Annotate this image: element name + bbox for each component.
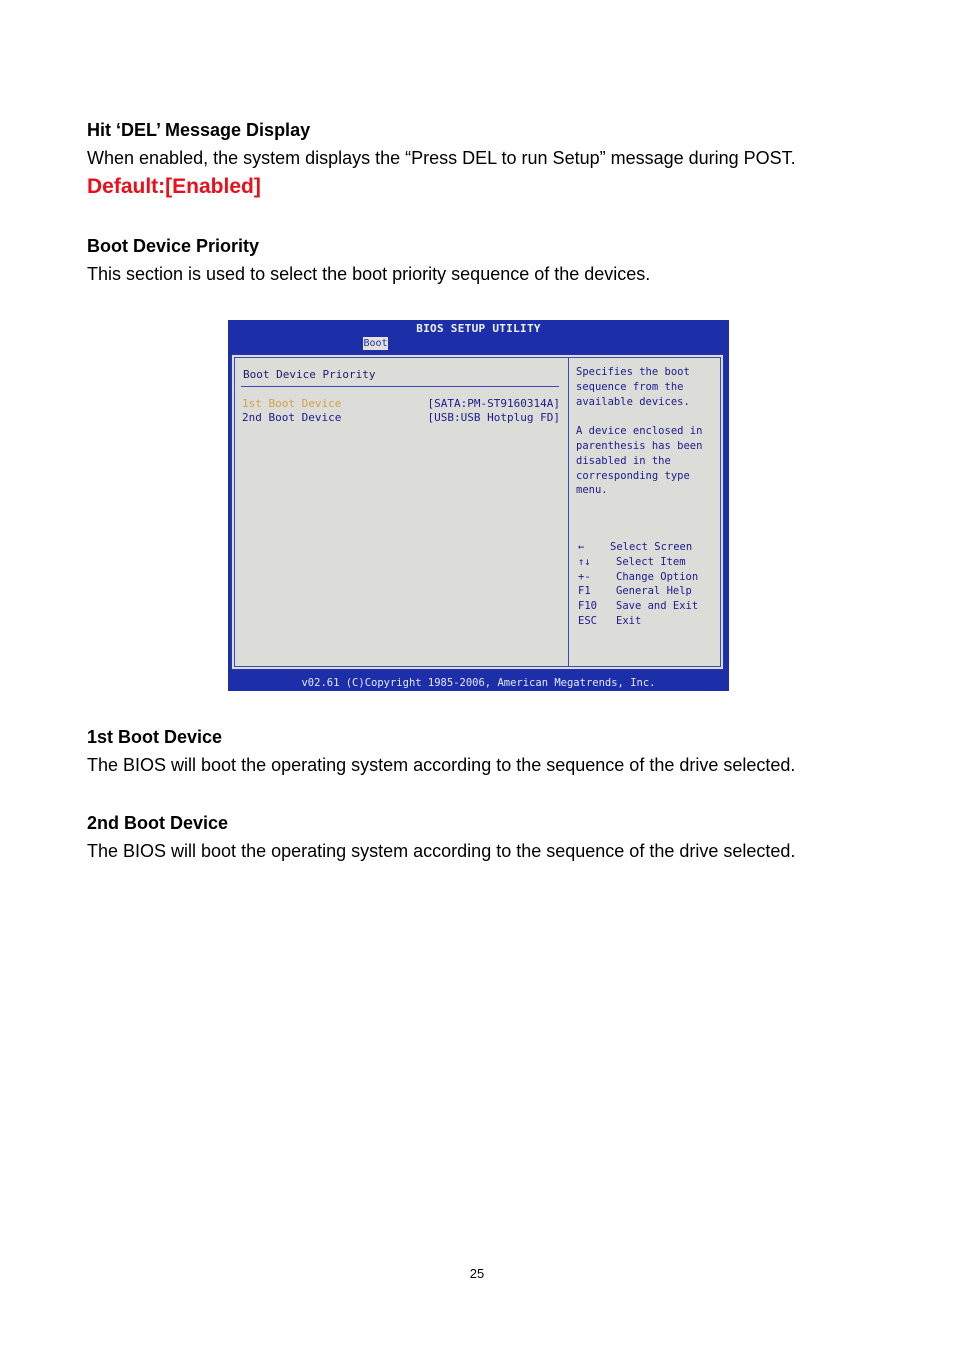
bios-key-desc: General Help xyxy=(616,585,692,598)
bios-help-line: disabled in the xyxy=(576,454,671,467)
bios-row-label: 2nd Boot Device xyxy=(242,411,342,424)
bios-help-line xyxy=(576,409,702,424)
bios-screenshot xyxy=(228,320,729,691)
bios-help-line: available devices. xyxy=(576,395,690,408)
bios-tab-boot: Boot xyxy=(363,338,388,349)
bios-key-row xyxy=(578,556,718,571)
hit-del-default: Default:[Enabled] xyxy=(87,175,261,198)
bios-row-1st-boot-device xyxy=(242,397,560,411)
bios-row-value: [SATA:PM-ST9160314A] xyxy=(427,397,560,410)
bios-panel xyxy=(231,354,724,670)
bios-help-line: A device enclosed in xyxy=(576,425,703,438)
bios-help-line: sequence from the xyxy=(576,380,684,393)
bios-key-row xyxy=(578,541,718,556)
bios-key: F1 xyxy=(578,585,591,598)
bios-footer: v02.61 (C)Copyright 1985-2006, American Megatrends, Inc. xyxy=(301,677,656,689)
bios-key-legend xyxy=(578,541,718,630)
first-boot-description: The BIOS will boot the operating system according to the sequence of the drive selected. xyxy=(87,755,796,775)
bios-row-value: [USB:USB Hotplug FD] xyxy=(427,411,560,424)
bios-key-desc: Select Screen xyxy=(610,541,693,553)
left-arrow-icon: ← xyxy=(578,541,585,553)
bios-key-row xyxy=(578,615,718,630)
bios-help-line: corresponding type xyxy=(576,469,690,482)
bios-row-2nd-boot-device xyxy=(242,411,560,425)
hit-del-description: When enabled, the system displays the “Press DEL to run Setup” message during POST. xyxy=(87,148,796,168)
bios-help-text xyxy=(576,365,702,498)
bios-key-row xyxy=(578,571,718,586)
bios-help-line: Specifies the boot xyxy=(576,366,690,378)
first-boot-heading: 1st Boot Device xyxy=(87,727,223,747)
second-boot-description: The BIOS will boot the operating system according to the sequence of the drive selected. xyxy=(87,841,796,861)
bios-section-title: Boot Device Priority xyxy=(243,368,376,381)
bios-section-rule xyxy=(241,386,559,387)
bios-key-desc: Exit xyxy=(616,614,642,627)
bios-key: +- xyxy=(578,570,591,583)
up-down-arrow-icon: ↑↓ xyxy=(578,555,591,568)
hit-del-heading: Hit ‘DEL’ Message Display xyxy=(87,120,311,140)
bios-help-line: menu. xyxy=(576,484,608,497)
bios-key: ESC xyxy=(578,614,597,627)
bios-key-row xyxy=(578,585,718,600)
boot-priority-description: This section is used to select the boot priority sequence of the devices. xyxy=(87,264,651,284)
bios-key-desc: Save and Exit xyxy=(616,600,699,613)
bios-row-label: 1st Boot Device xyxy=(242,397,342,410)
bios-divider xyxy=(568,357,569,667)
boot-priority-heading: Boot Device Priority xyxy=(87,236,260,256)
bios-key: F10 xyxy=(578,600,597,613)
page-number: 25 xyxy=(469,1266,485,1281)
second-boot-heading: 2nd Boot Device xyxy=(87,813,229,833)
bios-title: BIOS SETUP UTILITY xyxy=(416,322,541,335)
bios-key-desc: Select Item xyxy=(616,555,686,568)
bios-key-desc: Change Option xyxy=(616,570,699,583)
bios-help-line: parenthesis has been xyxy=(576,439,703,452)
bios-key-row xyxy=(578,600,718,615)
